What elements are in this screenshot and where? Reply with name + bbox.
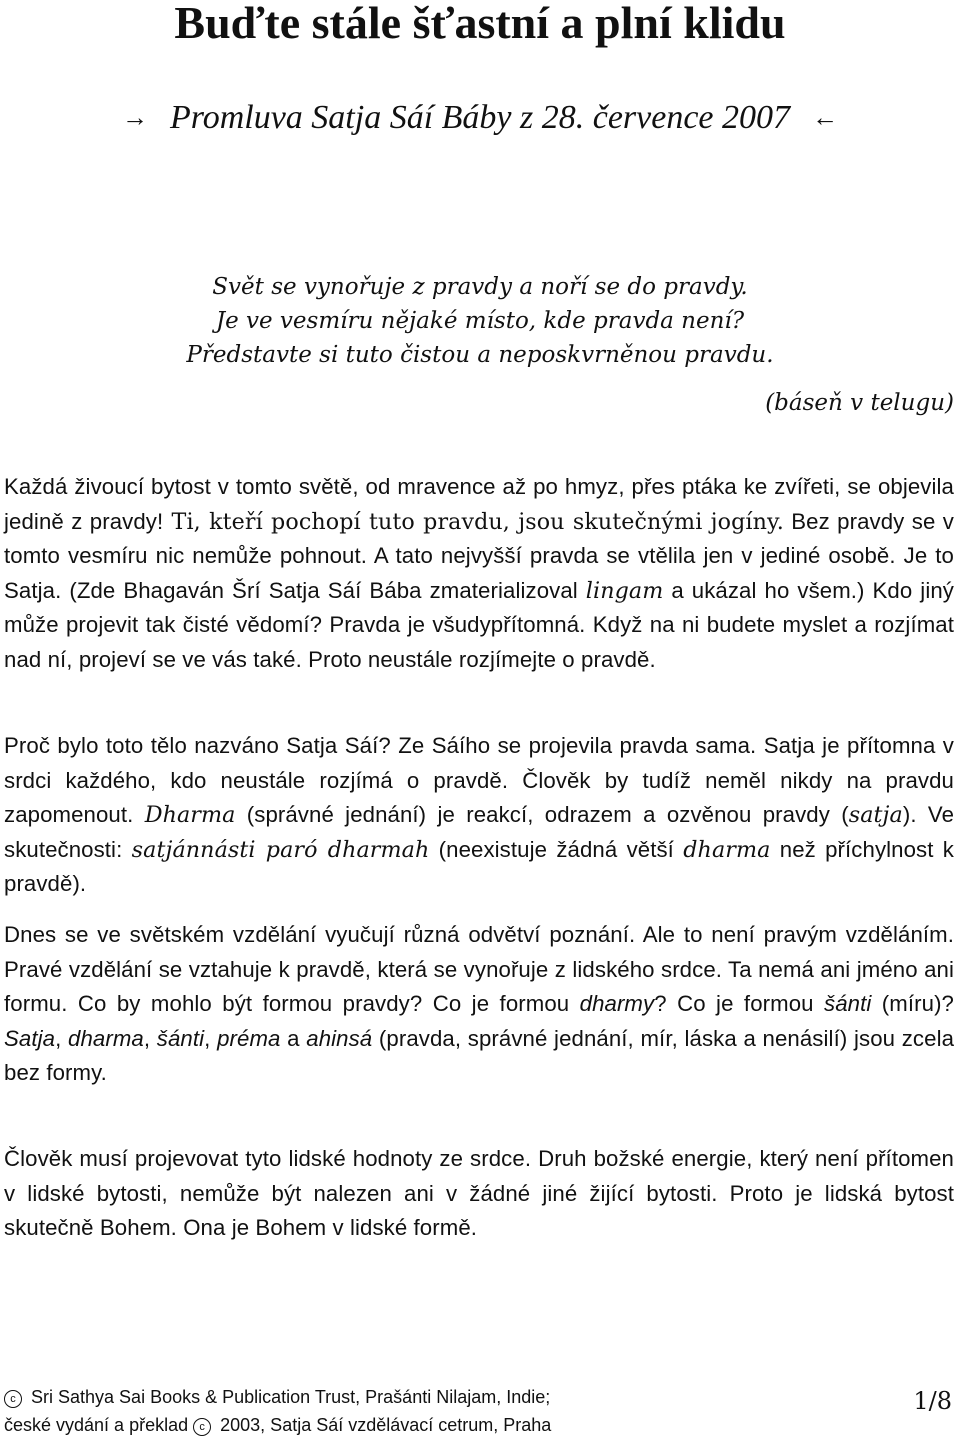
page-title: Buďte stále šťastní a plní klidu bbox=[174, 0, 786, 48]
text-run: ). Ve skutečnosti: bbox=[4, 802, 955, 862]
footer-line-2 bbox=[4, 1411, 954, 1439]
poem-line: Svět se vynořuje z pravdy a noří se do pravdy. bbox=[212, 274, 748, 300]
text-run: (správné jednání) je reakcí, odrazem a ozvěnou pravdy ( bbox=[235, 802, 849, 828]
emphasis: Dharma bbox=[144, 802, 236, 829]
subtitle-text: Promluva Satja Sáí Báby z 28. července 2007 bbox=[169, 99, 791, 136]
page-number: 1/8 bbox=[913, 1387, 952, 1415]
text-run: a ukázal ho všem.) Kdo jiný může projevit tak čisté vědomí? Pravda je všudypřítomná. Když na ni budete myslet a rozjímat nad ní, projeví se ve vás také. Proto neustále rozjímejte o pravdě. bbox=[4, 577, 954, 672]
emphasis: šánti bbox=[824, 991, 872, 1017]
text-run: Ti, kteří pochopí tuto pravdu, jsou skutečnými jogíny. bbox=[163, 508, 784, 535]
poem bbox=[0, 270, 960, 372]
text-run: Ze Sáího se projevila pravda sama. Satja je přítomna v srdci každého, kdo neustále rozjímá o pravdě. Člověk by tudíž neměl nikdy na pravdu zapomenout. bbox=[4, 733, 954, 828]
text-run: Každá živoucí bytost v tomto světě, od mravence až po hmyz, přes ptáka ke zvířeti, se objevila jedině z pravdy! bbox=[4, 474, 954, 534]
text-run: Proč bylo toto tělo nazváno Satja Sáí? bbox=[4, 733, 391, 758]
text-run: ? Co je formou bbox=[654, 991, 825, 1017]
text-run: , bbox=[143, 1025, 157, 1051]
text-run: než příchylnost k pravdě). bbox=[4, 836, 954, 897]
paragraph-4: Člověk musí projevovat tyto lidské hodnoty ze srdce. Druh božské energie, který není přítomen v lidské bytosti, nemůže být nalezen ani v žádné jiné žijící bytosti. Proto je lidská bytost skutečně Bohem. Ona je Bohem v lidské formě. bbox=[4, 1146, 954, 1241]
arrow-left-icon: ← bbox=[812, 103, 839, 132]
footer-text: české vydání a překlad bbox=[4, 1415, 189, 1435]
footer bbox=[4, 1383, 954, 1439]
emphasis: Satja bbox=[4, 1025, 56, 1051]
emphasis: dharma bbox=[68, 1025, 144, 1051]
footer-text: 2003, Satja Sáí vzdělávací cetrum, Praha bbox=[220, 1415, 552, 1435]
poem-source: (báseň v telugu) bbox=[765, 390, 954, 416]
text-run: (pravda, správné jednání, mír, láska a nenásilí) jsou zcela bez formy. bbox=[4, 1025, 955, 1086]
text-run: , bbox=[55, 1025, 69, 1051]
text-run: Bez pravdy se v tomto vesmíru nic nemůže pohnout. A tato nejvyšší pravda se vtělila jen v jediné osobě. Je to Satja. (Zde Bhagaván Šrí Satja Sáí Bába zmaterializoval bbox=[4, 508, 954, 603]
arrow-right-icon: → bbox=[121, 103, 148, 132]
emphasis: préma bbox=[217, 1025, 281, 1051]
emphasis: satja bbox=[848, 802, 903, 829]
text-run: (neexistuje žádná větší bbox=[429, 836, 684, 862]
footer-line-1 bbox=[4, 1383, 954, 1411]
emphasis: dharmy bbox=[579, 991, 655, 1017]
emphasis: dharma bbox=[683, 836, 771, 863]
emphasis: ahinsá bbox=[306, 1025, 373, 1051]
emphasis: šánti bbox=[156, 1025, 205, 1051]
text-run: (míru)? bbox=[871, 991, 954, 1017]
poem-line: Představte si tuto čistou a neposkvrněnou pravdu. bbox=[186, 342, 774, 368]
text-run: Dnes se ve světském vzdělání vyučují různá odvětví poznání. Ale to není pravým vzděláním. Pravé vzdělání se vztahuje k pravdě, která se vynořuje z lidského srdce. Ta nemá ani jméno ani formu. Co by mohlo být formou pravdy? Co je formou bbox=[4, 922, 954, 1017]
copyright-icon: c bbox=[193, 1418, 211, 1436]
paragraph-2 bbox=[4, 729, 954, 902]
text-run: , bbox=[204, 1025, 218, 1051]
paragraph-1 bbox=[4, 470, 954, 678]
subtitle bbox=[0, 98, 960, 138]
emphasis: satjánnásti paró dharmah bbox=[131, 836, 430, 863]
footer-text: Sri Sathya Sai Books & Publication Trust, Prašánti Nilajam, Indie; bbox=[31, 1387, 551, 1407]
copyright-icon: c bbox=[4, 1390, 22, 1408]
paragraph-3 bbox=[4, 918, 954, 1091]
text-run: a bbox=[280, 1025, 307, 1051]
poem-line: Je ve vesmíru nějaké místo, kde pravda není? bbox=[215, 308, 745, 334]
emphasis: lingam bbox=[585, 577, 664, 604]
